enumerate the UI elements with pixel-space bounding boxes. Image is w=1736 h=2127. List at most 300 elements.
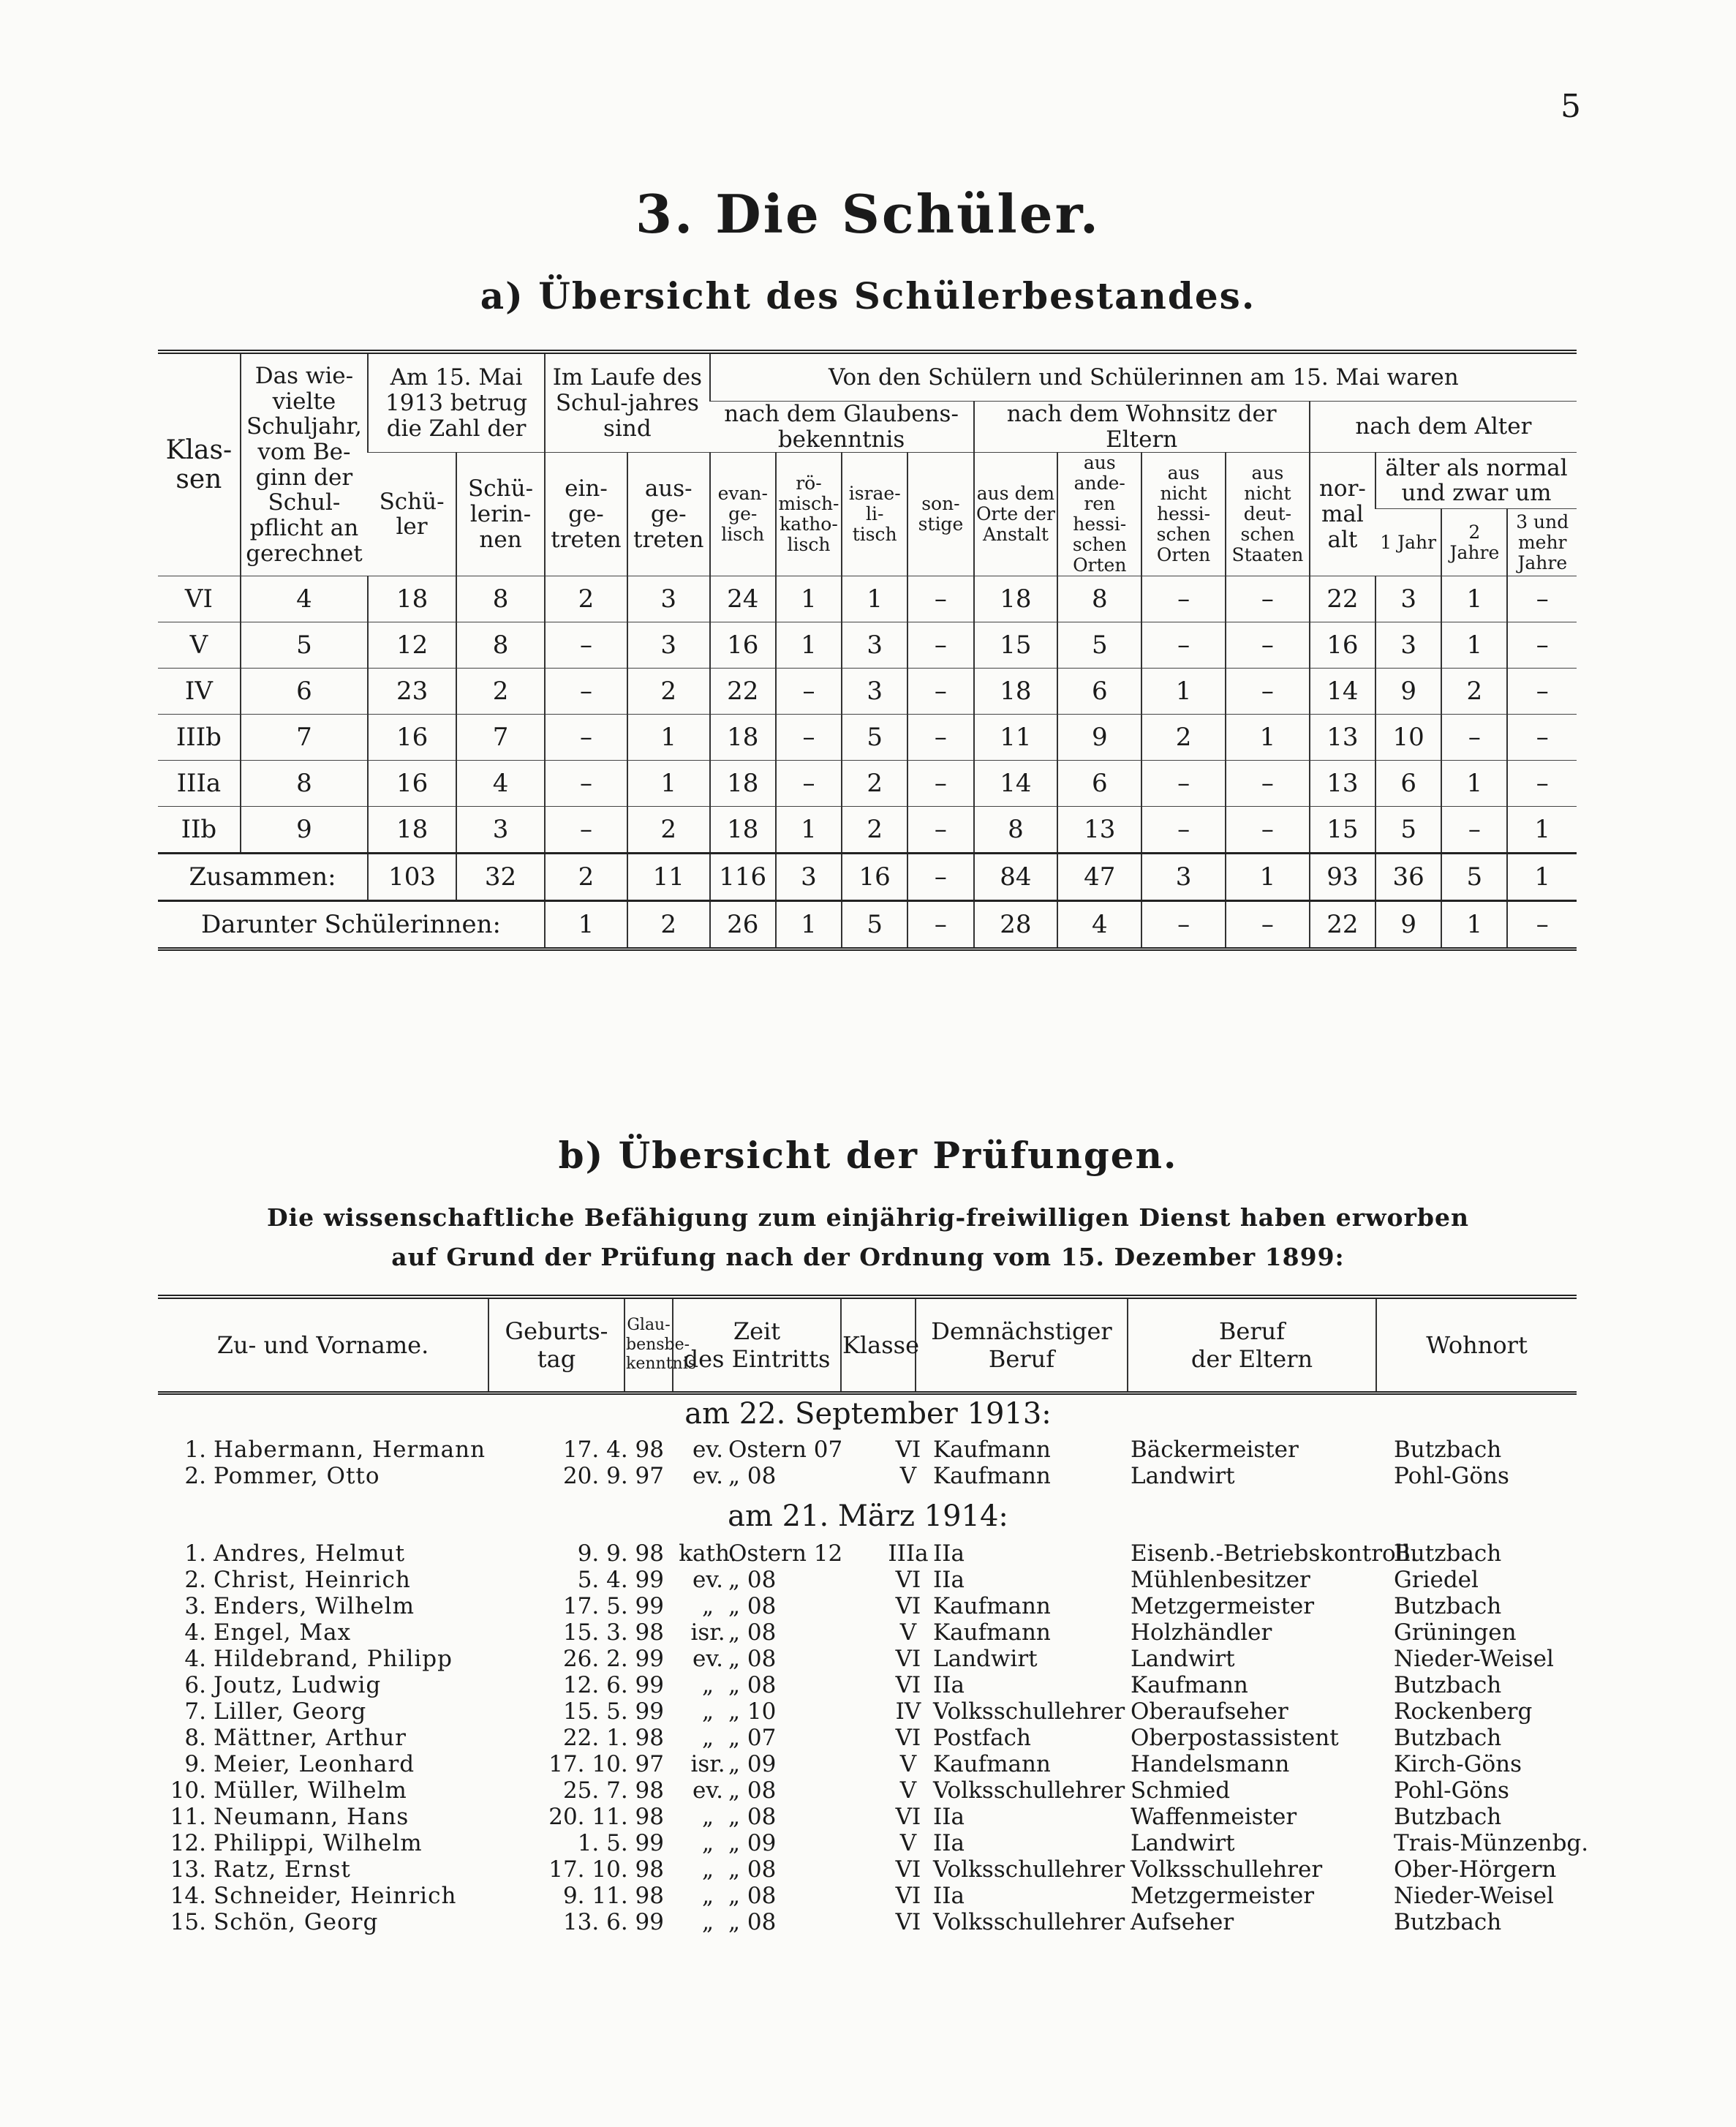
list-item — [158, 1909, 1577, 1935]
header-2-jahre: 2 Jahre — [1441, 509, 1507, 576]
student-statistics-table — [158, 350, 1577, 951]
header-eltern-label: der Eltern — [1190, 1345, 1313, 1373]
candidate-dem: Kaufmann — [933, 1593, 1051, 1619]
candidate-date: 17. 10. 97 — [548, 1751, 664, 1777]
candidate-wo: Kirch-Göns — [1394, 1751, 1522, 1777]
candidate-time: „ 08 — [728, 1672, 777, 1698]
group-1-title: am 22. September 1913: — [684, 1397, 1052, 1431]
exam-header-table — [158, 1295, 1577, 1395]
candidate-wo: Nieder-Weisel — [1394, 1883, 1554, 1909]
candidate-date: 17. 5. 99 — [562, 1593, 664, 1619]
table-cell: – — [776, 761, 842, 807]
candidate-dem: Volksschullehrer — [933, 1777, 1125, 1804]
table-cell: 13 — [1310, 761, 1375, 807]
table-cell: 11 — [974, 715, 1058, 761]
total-cell: 3 — [776, 854, 842, 901]
table-cell: 8 — [456, 622, 545, 669]
candidate-conf: ev. — [692, 1567, 724, 1593]
table-cell: 7 — [241, 715, 368, 761]
candidate-no: 4. — [184, 1619, 206, 1646]
candidate-time: Ostern 12 — [728, 1540, 843, 1567]
table-cell: 14 — [1310, 669, 1375, 715]
header-imlaufe: Im Laufe des Schul-jahres sind — [545, 352, 710, 453]
candidate-kl: VI — [895, 1909, 921, 1935]
table-cell: 24 — [710, 576, 776, 622]
candidate-conf: kath. — [679, 1540, 737, 1567]
table-cell: – — [1507, 669, 1577, 715]
candidate-conf: isr. — [690, 1619, 725, 1646]
table-cell: – — [1441, 715, 1507, 761]
candidate-eb: Handelsmann — [1131, 1751, 1290, 1777]
girls-cell: 9 — [1375, 901, 1441, 949]
candidate-date: 20. 9. 97 — [562, 1463, 664, 1489]
candidate-dem: Volksschullehrer — [933, 1909, 1125, 1935]
header-aelter: älter als normal und zwar um — [1375, 453, 1577, 509]
table-cell: – — [1141, 622, 1226, 669]
part-a-title: a) Übersicht des Schülerbestandes. — [480, 274, 1256, 317]
girls-cell: 26 — [710, 901, 776, 949]
table-cell: 9 — [241, 807, 368, 854]
header-nichtdeutsch: aus nicht deut-schen Staaten — [1226, 453, 1310, 576]
table-cell: 14 — [974, 761, 1058, 807]
table-cell: 8 — [241, 761, 368, 807]
table-cell: 1 — [1507, 807, 1577, 854]
candidate-eb: Mühlenbesitzer — [1131, 1567, 1310, 1593]
candidate-no: 13. — [170, 1856, 206, 1883]
candidate-conf: ev. — [692, 1646, 724, 1672]
candidate-conf: „ — [701, 1804, 714, 1830]
table-cell: – — [776, 715, 842, 761]
girls-cell: 1 — [776, 901, 842, 949]
table-body — [158, 576, 1577, 854]
candidate-dem: Kaufmann — [933, 1751, 1051, 1777]
list-item — [158, 1804, 1577, 1830]
total-cell: – — [907, 854, 973, 901]
table-cell: 2 — [545, 576, 627, 622]
candidate-name: Meier, Leonhard — [214, 1751, 415, 1777]
table-cell: 18 — [368, 807, 456, 854]
candidate-dem: Postfach — [933, 1725, 1031, 1751]
table-cell: 12 — [368, 622, 456, 669]
candidate-time: Ostern 07 — [728, 1437, 843, 1463]
candidate-conf: ev. — [692, 1463, 724, 1489]
candidate-dem: IIa — [933, 1567, 965, 1593]
header-klassen: Klas-sen — [158, 352, 241, 576]
candidate-date: 15. 5. 99 — [562, 1698, 664, 1725]
table-cell: 6 — [241, 669, 368, 715]
girls-cell: – — [1141, 901, 1226, 949]
table-cell: 1 — [1441, 622, 1507, 669]
table-cell: 1 — [1226, 715, 1310, 761]
candidate-kl: VI — [895, 1646, 921, 1672]
candidate-conf: „ — [701, 1909, 714, 1935]
table-cell: IIIb — [158, 715, 241, 761]
candidate-time: „ 08 — [728, 1593, 777, 1619]
candidate-time: „ 07 — [728, 1725, 777, 1751]
list-item — [158, 1751, 1577, 1777]
candidate-date: 17. 10. 98 — [548, 1856, 664, 1883]
total-cell: 2 — [545, 854, 627, 901]
table-cell: 1 — [1441, 576, 1507, 622]
candidate-eb: Aufseher — [1131, 1909, 1234, 1935]
total-cell: 3 — [1141, 854, 1226, 901]
table-cell: – — [907, 669, 973, 715]
candidate-conf: „ — [701, 1672, 714, 1698]
table-cell: 8 — [974, 807, 1058, 854]
candidate-date: 1. 5. 99 — [577, 1830, 664, 1856]
candidate-name: Philippi, Wilhelm — [214, 1830, 423, 1856]
table-cell: – — [545, 761, 627, 807]
candidate-dem: IIa — [933, 1540, 965, 1567]
candidate-dem: Volksschullehrer — [933, 1856, 1125, 1883]
list-item — [158, 1646, 1577, 1672]
candidate-eb: Volksschullehrer — [1131, 1856, 1323, 1883]
girls-cell: 1 — [545, 901, 627, 949]
group-2-title: am 21. März 1914: — [728, 1499, 1008, 1533]
girls-cell: 1 — [1441, 901, 1507, 949]
candidate-time: „ 08 — [728, 1619, 777, 1646]
table-cell: – — [1507, 715, 1577, 761]
table-cell: 3 — [1375, 576, 1441, 622]
candidate-no: 4. — [184, 1646, 206, 1672]
total-cell: 1 — [1226, 854, 1310, 901]
table-cell: 8 — [1057, 576, 1141, 622]
group-1-rows — [158, 1437, 1577, 1489]
list-item — [158, 1593, 1577, 1619]
table-cell: – — [1141, 761, 1226, 807]
candidate-eb: Eisenb.-Betriebskontroll. — [1131, 1540, 1418, 1567]
table-row — [158, 622, 1577, 669]
candidate-no: 1. — [184, 1540, 206, 1567]
total-cell: 116 — [710, 854, 776, 901]
intro-line-2: auf Grund der Prüfung nach der Ordnung vom 15. Dezember 1899: — [391, 1243, 1345, 1271]
candidate-dem: IIa — [933, 1672, 965, 1698]
total-row — [158, 854, 1577, 901]
table-row — [158, 669, 1577, 715]
list-item — [158, 1883, 1577, 1909]
candidate-kl: V — [899, 1830, 917, 1856]
candidate-eb: Metzgermeister — [1131, 1593, 1315, 1619]
candidate-dem: IIa — [933, 1830, 965, 1856]
candidate-name: Andres, Helmut — [214, 1540, 406, 1567]
candidate-eb: Metzgermeister — [1131, 1883, 1315, 1909]
candidate-no: 2. — [184, 1567, 206, 1593]
candidate-eb: Bäckermeister — [1131, 1437, 1299, 1463]
table-cell: – — [1141, 807, 1226, 854]
candidate-kl: VI — [895, 1593, 921, 1619]
table-cell: 1 — [627, 715, 710, 761]
table-cell: 16 — [710, 622, 776, 669]
candidate-wo: Butzbach — [1394, 1672, 1502, 1698]
part-b-title: b) Übersicht der Prüfungen. — [558, 1134, 1178, 1177]
table-cell: VI — [158, 576, 241, 622]
candidate-wo: Pohl-Göns — [1394, 1463, 1509, 1489]
list-item — [158, 1856, 1577, 1883]
total-label: Zusammen: — [158, 854, 368, 901]
candidate-no: 11. — [170, 1804, 206, 1830]
table-cell: – — [907, 576, 973, 622]
candidate-conf: „ — [701, 1593, 714, 1619]
table-cell: 18 — [710, 807, 776, 854]
candidate-name: Schneider, Heinrich — [214, 1883, 457, 1909]
candidate-kl: VI — [895, 1804, 921, 1830]
table-cell: – — [545, 622, 627, 669]
table-cell: 2 — [1441, 669, 1507, 715]
table-cell: 6 — [1057, 669, 1141, 715]
table-cell: 3 — [842, 622, 907, 669]
table-cell: – — [907, 622, 973, 669]
candidate-kl: V — [899, 1777, 917, 1804]
total-cell: 103 — [368, 854, 456, 901]
table-cell: – — [1226, 669, 1310, 715]
header-eltern-beruf — [1128, 1297, 1376, 1393]
header-eingetreten: ein-ge-treten — [545, 453, 627, 576]
candidate-wo: Rockenberg — [1394, 1698, 1533, 1725]
table-cell: 13 — [1057, 807, 1141, 854]
total-cell: 32 — [456, 854, 545, 901]
table-cell: IIIa — [158, 761, 241, 807]
table-cell: V — [158, 622, 241, 669]
candidate-wo: Ober-Hörgern — [1394, 1856, 1557, 1883]
candidate-date: 15. 3. 98 — [562, 1619, 664, 1646]
candidate-wo: Butzbach — [1394, 1437, 1502, 1463]
candidate-time: „ 08 — [728, 1804, 777, 1830]
total-cell: 84 — [974, 854, 1058, 901]
girls-cell: 28 — [974, 901, 1058, 949]
candidate-dem: Volksschullehrer — [933, 1698, 1125, 1725]
candidate-eb: Waffenmeister — [1131, 1804, 1297, 1830]
table-row — [158, 576, 1577, 622]
candidate-conf: isr. — [690, 1751, 725, 1777]
table-cell: 18 — [368, 576, 456, 622]
table-cell: – — [1226, 576, 1310, 622]
table-cell: – — [1141, 576, 1226, 622]
candidate-wo: Butzbach — [1394, 1725, 1502, 1751]
candidate-name: Müller, Wilhelm — [214, 1777, 407, 1804]
table-cell: 18 — [710, 761, 776, 807]
header-wohnort: Wohnort — [1376, 1297, 1577, 1393]
header-1-jahr: 1 Jahr — [1375, 509, 1441, 576]
candidate-conf: ev. — [692, 1437, 724, 1463]
candidate-date: 17. 4. 98 — [562, 1437, 664, 1463]
header-nichthessisch: aus nicht hessi-schen Orten — [1141, 453, 1226, 576]
table-cell: 16 — [368, 715, 456, 761]
table-cell: 2 — [842, 761, 907, 807]
candidate-name: Liller, Georg — [214, 1698, 367, 1725]
candidate-name: Ratz, Ernst — [214, 1856, 351, 1883]
total-cell: 1 — [1507, 854, 1577, 901]
group-2-rows — [158, 1540, 1589, 1935]
candidate-kl: IV — [895, 1698, 921, 1725]
candidate-kl: V — [899, 1463, 917, 1489]
table-cell: 5 — [1375, 807, 1441, 854]
candidate-eb: Oberpostassistent — [1131, 1725, 1339, 1751]
candidate-time: „ 08 — [728, 1777, 777, 1804]
header-zeit-label: Zeit — [733, 1317, 781, 1345]
candidate-no: 7. — [184, 1698, 206, 1725]
candidate-no: 10. — [170, 1777, 206, 1804]
candidate-kl: IIIa — [888, 1540, 929, 1567]
header-normal: nor-mal alt — [1310, 453, 1375, 576]
header-3-jahre: 3 und mehr Jahre — [1507, 509, 1577, 576]
table-cell: 3 — [456, 807, 545, 854]
candidate-name: Schön, Georg — [214, 1909, 379, 1935]
table-cell: – — [907, 715, 973, 761]
candidate-no: 8. — [184, 1725, 206, 1751]
table-cell: IV — [158, 669, 241, 715]
table-cell: 4 — [241, 576, 368, 622]
header-beruf: Demnächstiger Beruf — [916, 1297, 1128, 1393]
page-number: 5 — [1560, 88, 1581, 125]
girls-cell: – — [1226, 901, 1310, 949]
candidate-name: Hildebrand, Philipp — [214, 1646, 453, 1672]
candidate-date: 9. 9. 98 — [577, 1540, 664, 1567]
total-cell: 36 — [1375, 854, 1441, 901]
candidate-date: 25. 7. 98 — [562, 1777, 664, 1804]
table-cell: 1 — [627, 761, 710, 807]
candidate-no: 9. — [184, 1751, 206, 1777]
table-cell: 9 — [1057, 715, 1141, 761]
candidate-time: „ 08 — [728, 1856, 777, 1883]
candidate-name: Mättner, Arthur — [214, 1725, 407, 1751]
table-row — [158, 761, 1577, 807]
header-schuelerinnen: Schü-lerin-nen — [456, 453, 545, 576]
candidate-wo: Butzbach — [1394, 1593, 1502, 1619]
candidate-no: 6. — [184, 1672, 206, 1698]
candidate-date: 20. 11. 98 — [548, 1804, 664, 1830]
candidate-dem: Kaufmann — [933, 1463, 1051, 1489]
candidate-time: „ 08 — [728, 1883, 777, 1909]
candidate-no: 2. — [184, 1463, 206, 1489]
header-wohnsitz: nach dem Wohnsitz der Eltern — [974, 402, 1310, 453]
table-cell: 2 — [627, 807, 710, 854]
candidate-conf: „ — [701, 1830, 714, 1856]
candidate-dem: Landwirt — [933, 1646, 1038, 1672]
candidate-eb: Landwirt — [1131, 1830, 1235, 1856]
header-israelitisch: israe-li-tisch — [842, 453, 907, 576]
candidate-date: 26. 2. 99 — [562, 1646, 664, 1672]
girls-cell: 4 — [1057, 901, 1141, 949]
candidate-wo: Griedel — [1394, 1567, 1479, 1593]
header-eintritt-label: des Eintritts — [683, 1345, 831, 1373]
candidate-kl: VI — [895, 1567, 921, 1593]
table-cell: – — [545, 807, 627, 854]
candidate-conf: ev. — [692, 1777, 724, 1804]
candidate-eb: Kaufmann — [1131, 1672, 1248, 1698]
candidate-kl: V — [899, 1619, 917, 1646]
header-schuljahr: Das wie-vielte Schuljahr, vom Be-ginn der Schul-pflicht an gerechnet — [241, 352, 368, 576]
table-cell: – — [1507, 622, 1577, 669]
header-am15mai: Am 15. Mai 1913 betrug die Zahl der — [368, 352, 545, 453]
list-item — [158, 1437, 1577, 1463]
table-cell: – — [1226, 807, 1310, 854]
table-cell: 1 — [842, 576, 907, 622]
header-name: Zu- und Vorname. — [216, 1330, 429, 1359]
candidate-time: „ 08 — [728, 1909, 777, 1935]
candidate-date: 9. 11. 98 — [562, 1883, 664, 1909]
candidate-conf: „ — [701, 1883, 714, 1909]
total-cell: 16 — [842, 854, 907, 901]
header-evangelisch: evan-ge-lisch — [710, 453, 776, 576]
table-cell: 5 — [1057, 622, 1141, 669]
list-item — [158, 1540, 1577, 1567]
table-cell: 3 — [842, 669, 907, 715]
candidate-wo: Butzbach — [1394, 1804, 1502, 1830]
table-cell: 3 — [627, 622, 710, 669]
candidate-conf: „ — [701, 1856, 714, 1883]
table-cell: 23 — [368, 669, 456, 715]
candidate-date: 13. 6. 99 — [562, 1909, 664, 1935]
table-cell: 2 — [1141, 715, 1226, 761]
candidate-name: Pommer, Otto — [214, 1463, 380, 1489]
table-cell: – — [907, 807, 973, 854]
table-cell: 1 — [776, 576, 842, 622]
candidate-wo: Grüningen — [1394, 1619, 1517, 1646]
candidate-conf: „ — [701, 1725, 714, 1751]
table-cell: 7 — [456, 715, 545, 761]
candidate-wo: Trais-Münzenbg. — [1394, 1830, 1589, 1856]
list-item — [158, 1725, 1577, 1751]
table-cell: 16 — [1310, 622, 1375, 669]
candidate-eb: Oberaufseher — [1131, 1698, 1288, 1725]
girls-row — [158, 901, 1577, 949]
candidate-kl: V — [899, 1751, 917, 1777]
candidate-wo: Butzbach — [1394, 1540, 1502, 1567]
girls-cell: – — [907, 901, 973, 949]
girls-cell: 22 — [1310, 901, 1375, 949]
candidate-kl: VI — [895, 1437, 921, 1463]
header-glauben: nach dem Glaubens-bekenntnis — [710, 402, 974, 453]
candidate-kl: VI — [895, 1672, 921, 1698]
candidate-kl: VI — [895, 1883, 921, 1909]
table-cell: 8 — [456, 576, 545, 622]
candidate-time: „ 10 — [728, 1698, 777, 1725]
candidate-conf: „ — [701, 1698, 714, 1725]
intro-text — [146, 1198, 1590, 1277]
intro-line-1: Die wissenschaftliche Befähigung zum einjährig-freiwilligen Dienst haben erworben — [267, 1203, 1469, 1232]
table-cell: 1 — [776, 622, 842, 669]
candidate-kl: VI — [895, 1725, 921, 1751]
total-cell: 11 — [627, 854, 710, 901]
girls-cell: – — [1507, 901, 1577, 949]
section-title: 3. Die Schüler. — [635, 183, 1101, 245]
table-cell: 16 — [368, 761, 456, 807]
candidate-name: Habermann, Hermann — [214, 1437, 486, 1463]
header-zeit — [673, 1297, 841, 1393]
candidate-name: Enders, Wilhelm — [214, 1593, 415, 1619]
candidate-dem: Kaufmann — [933, 1437, 1051, 1463]
candidate-dem: IIa — [933, 1804, 965, 1830]
header-eltern-beruf-label: Beruf — [1218, 1317, 1286, 1345]
table-cell: – — [907, 761, 973, 807]
list-item — [158, 1463, 1577, 1489]
header-schueler: Schü-ler — [368, 453, 456, 576]
table-cell: IIb — [158, 807, 241, 854]
table-cell: 15 — [1310, 807, 1375, 854]
header-glaube: Glau-bensbe-kenntnis — [624, 1297, 673, 1393]
candidate-name: Joutz, Ludwig — [214, 1672, 382, 1698]
table-cell: 22 — [710, 669, 776, 715]
candidate-time: „ 08 — [728, 1567, 777, 1593]
candidate-no: 14. — [170, 1883, 206, 1909]
candidate-name: Neumann, Hans — [214, 1804, 410, 1830]
table-cell: – — [1226, 761, 1310, 807]
candidate-eb: Schmied — [1131, 1777, 1231, 1804]
header-alter: nach dem Alter — [1310, 402, 1577, 453]
table-cell: 5 — [842, 715, 907, 761]
total-cell: 5 — [1441, 854, 1507, 901]
candidate-time: „ 09 — [728, 1751, 777, 1777]
